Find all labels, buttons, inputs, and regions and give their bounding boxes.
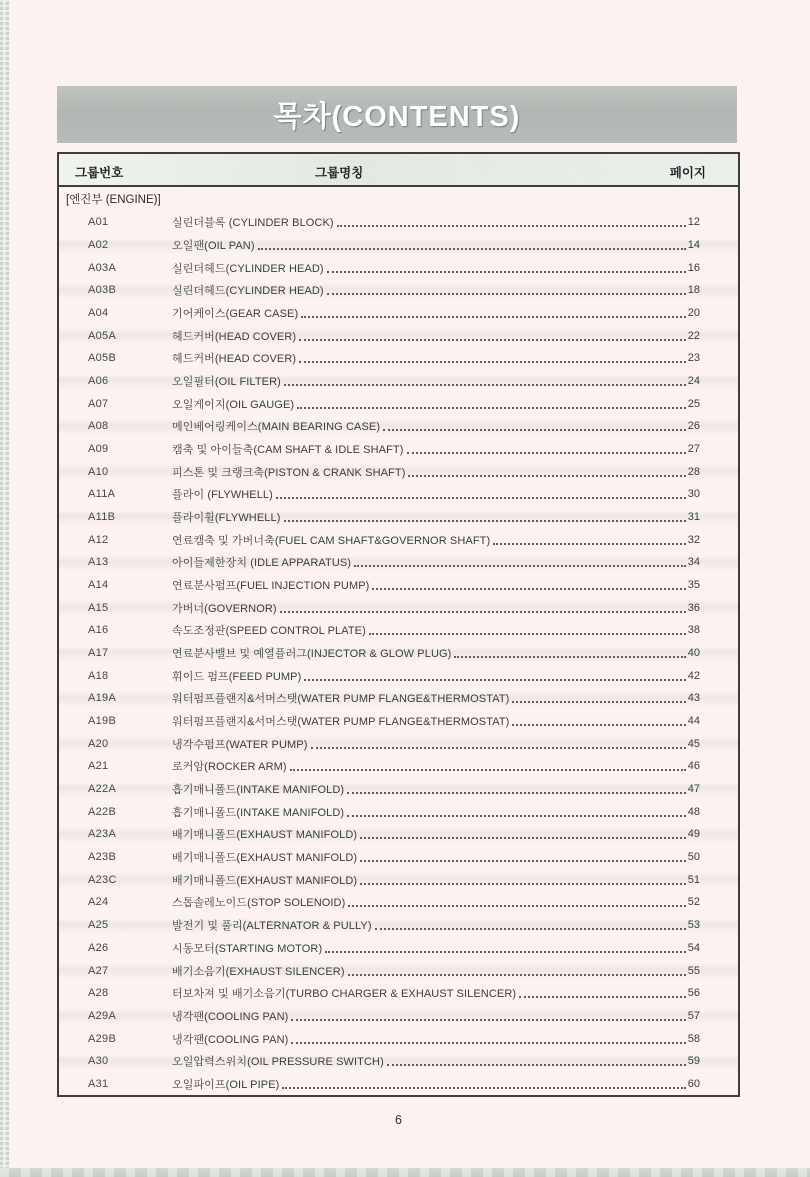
page-number-cell: 30	[687, 488, 700, 501]
group-name-cell: 가버너(GOVERNOR)	[172, 602, 277, 615]
footer-page-number: 6	[395, 1113, 402, 1127]
page-number-cell: 12	[687, 216, 700, 229]
page-number-cell: 42	[687, 669, 700, 682]
dotted-leader	[408, 475, 685, 477]
group-name-cell: 흡기매니폴드(INTAKE MANIFOLD)	[172, 806, 345, 819]
page-number-cell: 40	[687, 647, 700, 660]
group-name-cell: 배기매니폴드(EXHAUST MANIFOLD)	[172, 874, 358, 887]
dotted-leader	[347, 792, 686, 794]
page-number-cell: 35	[687, 579, 700, 592]
page-bottom-edge-artifact	[0, 1168, 810, 1177]
group-name-cell: 피스톤 및 크랭크축(PISTON & CRANK SHAFT)	[172, 466, 406, 479]
group-number-cell: A20	[88, 737, 109, 750]
table-row	[59, 710, 738, 733]
group-name-cell: 오일파이프(OIL PIPE)	[172, 1078, 280, 1091]
group-name-cell: 연료분사밸브 및 예열플러그(INJECTOR & GLOW PLUG)	[172, 648, 452, 661]
dotted-leader	[519, 996, 686, 998]
table-row	[59, 302, 738, 325]
dotted-leader	[375, 928, 686, 930]
group-name-cell: 플라이휠(FLYWHELL)	[172, 512, 281, 525]
group-number-cell: A05B	[88, 352, 117, 365]
table-row	[59, 778, 738, 801]
table-row	[59, 574, 738, 597]
group-number-cell: A29B	[88, 1032, 117, 1045]
group-name-cell: 로커암(ROCKER ARM)	[172, 761, 287, 774]
group-number-cell: A23B	[88, 851, 117, 864]
table-row	[59, 596, 738, 619]
table-row	[59, 914, 738, 937]
group-name-cell: 속도조정판(SPEED CONTROL PLATE)	[172, 625, 366, 638]
group-number-cell: A19A	[88, 692, 117, 705]
group-name-cell: 캠축 및 아이들축(CAM SHAFT & IDLE SHAFT)	[172, 444, 404, 457]
group-number-cell: A11B	[88, 511, 116, 524]
page-title: 목차(CONTENTS)	[273, 101, 521, 133]
page-number-cell: 31	[687, 511, 700, 524]
page-number-cell: 27	[687, 443, 700, 456]
page-number-cell: 51	[687, 873, 700, 886]
group-name-cell: 실린더헤드(CYLINDER HEAD)	[172, 262, 324, 275]
page-number-cell: 14	[687, 239, 700, 251]
page-number-cell: 56	[687, 987, 700, 1000]
group-name-cell: 배기매니폴드(EXHAUST MANIFOLD)	[172, 829, 358, 842]
group-name-cell: 기어케이스(GEAR CASE)	[172, 308, 299, 321]
group-name-cell: 연료캠축 및 가버너축(FUEL CAM SHAFT&GOVERNOR SHAFT)	[172, 534, 491, 547]
group-name-cell: 오일게이지(OIL GAUGE)	[172, 398, 295, 411]
table-row	[59, 687, 738, 710]
group-name-cell: 오일압력스위치(OIL PRESSURE SWITCH)	[172, 1056, 384, 1069]
table-row	[59, 959, 738, 982]
group-name-cell: 시동모터(STARTING MOTOR)	[172, 942, 323, 955]
table-row	[59, 982, 738, 1005]
group-number-cell: A02	[88, 239, 109, 251]
group-number-cell: A22A	[88, 783, 117, 796]
table-row	[59, 619, 738, 642]
dotted-leader	[369, 633, 686, 635]
page-number-cell: 22	[687, 329, 700, 342]
dotted-leader	[327, 271, 686, 273]
group-name-cell: 플라이 (FLYWHELL)	[172, 489, 273, 502]
table-row	[59, 800, 738, 823]
group-number-cell: A24	[88, 896, 109, 909]
dotted-leader	[291, 1042, 685, 1044]
table-row	[59, 234, 738, 257]
group-name-cell: 냉각팬(COOLING PAN)	[172, 1033, 289, 1046]
group-number-cell: A16	[88, 624, 109, 637]
table-row	[59, 392, 738, 415]
dotted-leader	[299, 361, 686, 363]
dotted-leader	[258, 248, 686, 250]
page-number-cell: 18	[687, 284, 700, 297]
group-number-cell: A23A	[88, 828, 117, 841]
group-name-cell: 연료분사펌프(FUEL INJECTION PUMP)	[172, 580, 370, 593]
group-name-cell: 터보차져 및 배기소음기(TURBO CHARGER & EXHAUST SILENCER)	[172, 988, 517, 1001]
dotted-leader	[383, 429, 686, 431]
page-number-cell: 20	[687, 307, 700, 320]
page-number-cell: 49	[687, 828, 700, 841]
dotted-leader	[290, 769, 686, 771]
group-name-cell: 워터펌프플랜지&서머스탯(WATER PUMP FLANGE&THERMOSTAT)	[172, 693, 510, 706]
page-number-cell: 60	[687, 1077, 700, 1090]
page-number-cell: 59	[687, 1055, 700, 1068]
dotted-leader	[284, 384, 686, 386]
page-number-cell: 24	[687, 375, 700, 388]
table-row	[59, 642, 738, 665]
dotted-leader	[360, 837, 686, 839]
page-number-cell: 38	[687, 624, 700, 637]
dotted-leader	[304, 679, 685, 681]
dotted-leader	[407, 452, 686, 454]
group-number-cell: A23C	[88, 873, 117, 886]
page-number-cell: 48	[687, 805, 700, 818]
page-number-cell: 54	[687, 941, 700, 954]
group-number-cell: A03B	[88, 284, 117, 297]
dotted-leader	[327, 293, 686, 295]
group-name-cell: 냉각팬(COOLING PAN)	[172, 1010, 289, 1023]
group-number-cell: A29A	[88, 1009, 117, 1022]
dotted-leader	[512, 724, 685, 726]
page-number-cell: 46	[687, 760, 700, 773]
group-number-cell: A17	[88, 647, 109, 660]
group-name-cell: 아이들제한장치 (IDLE APPARATUS)	[172, 557, 352, 570]
table-row	[59, 347, 738, 370]
page-left-edge-artifact	[0, 0, 9, 1177]
dotted-leader	[493, 543, 686, 545]
group-name-cell: 흡기매니폴드(INTAKE MANIFOLD)	[172, 784, 345, 797]
group-number-cell: A26	[88, 941, 109, 954]
dotted-leader	[360, 883, 686, 885]
group-name-cell: 실린더블록 (CYLINDER BLOCK)	[172, 217, 334, 230]
page-number-cell: 43	[687, 692, 700, 705]
page-number-cell: 44	[687, 715, 700, 728]
section-label-engine: [엔진부 (ENGINE)]	[66, 194, 161, 206]
group-number-cell: A11A	[88, 488, 116, 501]
page-number-cell: 45	[687, 737, 700, 750]
group-name-cell: 배기매니폴드(EXHAUST MANIFOLD)	[172, 852, 358, 865]
page-number-cell: 32	[687, 533, 700, 546]
group-name-cell: 헤드커버(HEAD COVER)	[172, 330, 297, 343]
group-name-cell: 워터펌프플랜지&서머스탯(WATER PUMP FLANGE&THERMOSTAT)	[172, 716, 510, 729]
group-name-cell: 스톱솔레노이드(STOP SOLENOID)	[172, 897, 346, 910]
group-name-cell: 오일팬(OIL PAN)	[172, 240, 255, 252]
page-number-cell: 25	[687, 397, 700, 410]
table-row	[59, 1050, 738, 1073]
dotted-leader	[311, 747, 686, 749]
dotted-leader	[348, 905, 685, 907]
page-number-cell: 47	[687, 783, 700, 796]
table-row	[59, 528, 738, 551]
dotted-leader	[325, 951, 686, 953]
dotted-leader	[348, 974, 686, 976]
table-row	[59, 415, 738, 438]
table-row	[59, 732, 738, 755]
table-row	[59, 1005, 738, 1028]
dotted-leader	[301, 316, 686, 318]
dotted-leader	[291, 1019, 685, 1021]
column-header-page: 페이지	[669, 166, 706, 180]
group-number-cell: A22B	[88, 805, 117, 818]
group-number-cell: A01	[88, 216, 109, 229]
table-header-row	[59, 154, 738, 187]
dotted-leader	[347, 815, 686, 817]
contents-title-banner	[57, 86, 737, 143]
group-number-cell: A09	[88, 443, 109, 456]
group-number-cell: A25	[88, 919, 109, 932]
group-number-cell: A30	[88, 1055, 109, 1068]
group-number-cell: A19B	[88, 715, 117, 728]
table-row	[59, 551, 738, 574]
table-row	[59, 1073, 738, 1096]
table-row	[59, 755, 738, 778]
group-number-cell: A03A	[88, 261, 117, 274]
page-number-cell: 58	[687, 1032, 700, 1045]
page-number-cell: 55	[687, 964, 700, 977]
page-number-cell: 26	[687, 420, 700, 433]
page-number-cell: 53	[687, 919, 700, 932]
column-header-group-name: 그룹명칭	[315, 166, 364, 180]
group-number-cell: A18	[88, 669, 109, 682]
group-name-cell: 휘이드 펌프(FEED PUMP)	[172, 670, 302, 683]
table-row	[59, 937, 738, 960]
table-row	[59, 211, 738, 234]
table-row	[59, 868, 738, 891]
dotted-leader	[297, 407, 686, 409]
dotted-leader	[372, 588, 685, 590]
page-number-cell: 23	[687, 352, 700, 365]
page-number-cell: 50	[687, 851, 700, 864]
page-number-cell: 52	[687, 896, 700, 909]
group-number-cell: A15	[88, 601, 109, 614]
dotted-leader	[337, 225, 686, 227]
toc-rows	[59, 211, 738, 1095]
group-number-cell: A05A	[88, 329, 117, 342]
group-number-cell: A13	[88, 556, 109, 569]
table-row	[59, 823, 738, 846]
table-row	[59, 1027, 738, 1050]
table-row	[59, 506, 738, 529]
table-row	[59, 846, 738, 869]
group-name-cell: 오일필터(OIL FILTER)	[172, 376, 281, 389]
dotted-leader	[276, 497, 686, 499]
group-number-cell: A10	[88, 465, 109, 478]
group-name-cell: 배기소음기(EXHAUST SILENCER)	[172, 965, 345, 978]
group-number-cell: A14	[88, 579, 109, 592]
dotted-leader	[299, 339, 686, 341]
group-number-cell: A06	[88, 375, 109, 388]
group-number-cell: A28	[88, 987, 109, 1000]
table-row	[59, 891, 738, 914]
table-row	[59, 460, 738, 483]
table-row	[59, 483, 738, 506]
dotted-leader	[280, 611, 686, 613]
group-name-cell: 발전기 및 풀리(ALTERNATOR & PULLY)	[172, 920, 372, 933]
dotted-leader	[454, 656, 685, 658]
column-header-group-number: 그룹번호	[75, 166, 124, 180]
table-row	[59, 370, 738, 393]
contents-table	[57, 152, 740, 1097]
group-name-cell: 메인베어링케이스(MAIN BEARING CASE)	[172, 421, 381, 434]
page-number-cell: 34	[687, 556, 700, 569]
dotted-leader	[354, 565, 686, 567]
table-row	[59, 438, 738, 461]
page-number-cell: 57	[687, 1009, 700, 1022]
group-number-cell: A07	[88, 397, 109, 410]
group-number-cell: A12	[88, 533, 109, 546]
group-number-cell: A04	[88, 307, 109, 320]
group-name-cell: 냉각수펌프(WATER PUMP)	[172, 738, 308, 751]
dotted-leader	[512, 701, 685, 703]
dotted-leader	[284, 520, 686, 522]
dotted-leader	[282, 1087, 685, 1089]
page-number-cell: 28	[687, 465, 700, 478]
group-number-cell: A08	[88, 420, 109, 433]
table-row	[59, 324, 738, 347]
group-number-cell: A21	[88, 760, 109, 773]
table-row	[59, 279, 738, 302]
group-number-cell: A31	[88, 1077, 109, 1090]
group-name-cell: 헤드커버(HEAD COVER)	[172, 353, 297, 366]
table-row	[59, 256, 738, 279]
dotted-leader	[360, 860, 686, 862]
group-name-cell: 실린더헤드(CYLINDER HEAD)	[172, 285, 324, 298]
page-number-cell: 16	[687, 261, 700, 274]
table-row	[59, 664, 738, 687]
group-number-cell: A27	[88, 964, 109, 977]
dotted-leader	[387, 1064, 686, 1066]
page-number-cell: 36	[687, 601, 700, 614]
